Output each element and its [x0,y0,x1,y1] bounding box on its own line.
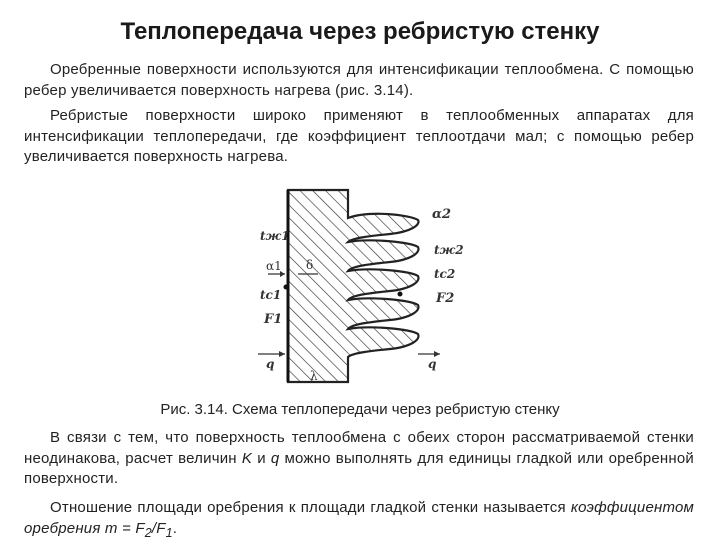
label-q-left: q [266,357,275,371]
paragraph-3 [24,428,694,490]
point-tc2 [398,292,403,297]
label-F1: F1 [264,312,283,327]
paragraph-2-text: Ребристые поверхности широко применяют в теплообменных аппаратах для интенсификации теплопередачи, где коэффициент теплоотдачи мал; с помощью ребер увеличивается поверхность нагрева. [24,107,694,165]
label-F2: F2 [436,291,455,306]
paragraph-1-text: Оребренные поверхности используются для интенсификации теплообмена. С помощью ребер увеличивается поверхность нагрева (рис. 3.14). [24,61,694,99]
symbol-k: K [241,449,253,467]
symbol-q: q [270,449,280,467]
label-q-right: q [428,357,437,371]
fin-coefficient-term: коэффициентом оребрения m = F [24,499,694,537]
fin-coefficient-slash: /F [151,519,166,537]
fin-coefficient-end: . [172,519,178,537]
wall-with-fins [288,190,418,382]
fin-coefficient-sub2: 2 [144,525,152,540]
point-tc1 [284,285,289,290]
label-tc2: tc2 [434,267,456,281]
label-lambda: λ [310,369,318,383]
fin-coefficient-sub1: 1 [165,525,173,540]
paragraph-3-text-a: В связи с тем, что поверхность теплообмена с обеих сторон рассматриваемой стенки неодинакова, расчет величин [24,429,694,467]
label-alpha1: α1 [266,259,282,273]
arrow-q-left-head [279,351,285,357]
finned-wall-diagram [240,182,480,394]
label-tzh1: tж1 [260,229,290,243]
label-alpha2: α2 [432,207,452,222]
label-tzh2: tж2 [434,243,464,257]
figure-caption: Рис. 3.14. Схема теплопередачи через ребристую стенку [160,401,560,418]
label-tc1: tc1 [260,288,282,302]
paragraph-4 [24,498,694,543]
paragraph-3-text-b: и [252,449,271,467]
paragraph-3-text-c: можно выполнять для единицы гладкой или оребренной поверхности. [24,449,694,487]
paragraph-2 [24,106,694,168]
paragraph-4-text-a: Отношение площади оребрения к площади гладкой стенки называется [50,499,571,516]
page-title: Теплопередача через ребристую стенку [120,18,600,45]
paragraph-1 [24,60,694,101]
label-delta: δ [306,258,314,272]
